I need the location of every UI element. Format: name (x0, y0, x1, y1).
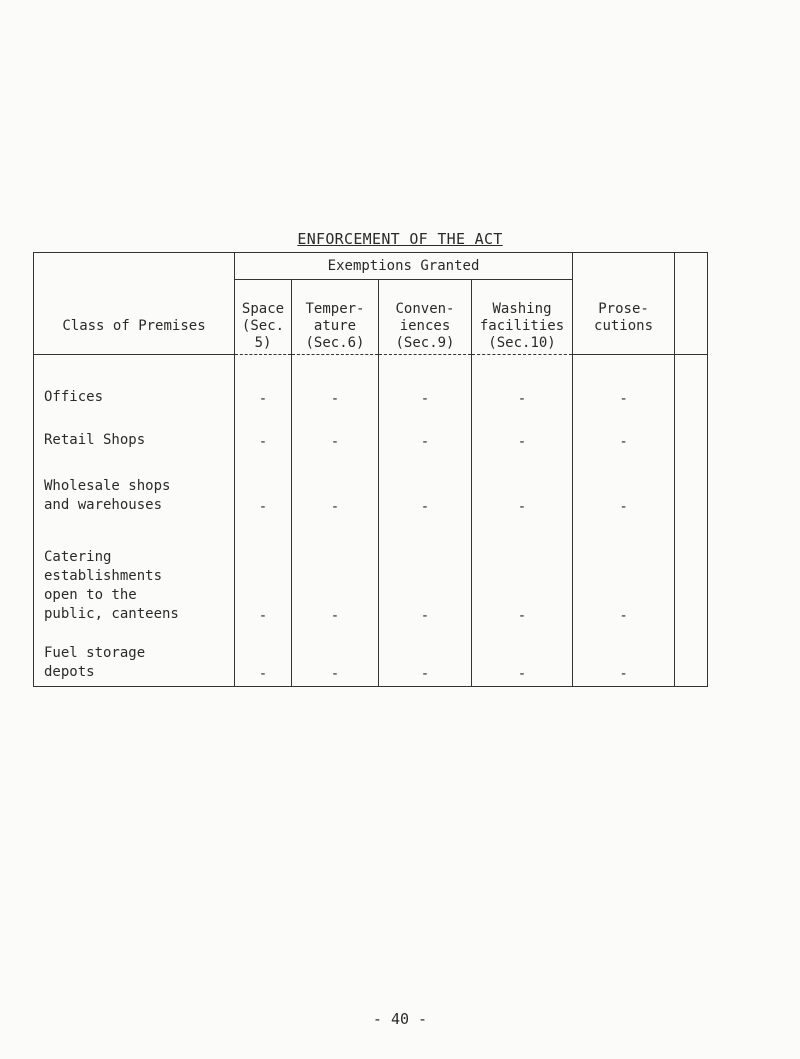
value-cell-prosecutions: - (573, 411, 675, 454)
blank-cell (675, 354, 708, 410)
blank-cell (675, 454, 708, 519)
premises-class-cell: Catering establishments open to the public, canteens (34, 519, 235, 628)
value-cell-temperature: - (292, 519, 379, 628)
value-cell-washing: - (517, 498, 527, 515)
header-class-of-premises (34, 253, 235, 355)
value-cell-washing: - (472, 628, 573, 686)
premises-class-cell: Retail Shops (34, 411, 235, 454)
header-col-space-label: Space (Sec. 5) (241, 300, 285, 351)
header-col-washing (472, 280, 573, 355)
header-col-temperature (292, 280, 379, 355)
table-row (34, 628, 708, 686)
header-exemptions-granted: Exemptions Granted (235, 253, 573, 280)
table-row (34, 454, 708, 519)
value-cell-space: - (235, 354, 292, 410)
header-col-conveniences (379, 280, 472, 355)
table-row (34, 519, 708, 628)
value-cell-prosecutions: - (573, 628, 675, 686)
value-cell-space: - (235, 454, 292, 519)
table-row (34, 411, 708, 454)
page-number: - 40 - (372, 1010, 428, 1028)
value-cell-washing: - (517, 433, 527, 450)
value-cell-space: - (235, 519, 292, 628)
value-cell-space: - (235, 628, 292, 686)
value-cell-washing: - (517, 390, 527, 407)
value-cell-conveniences: - (379, 454, 472, 519)
value-cell-temperature: - (292, 354, 379, 410)
value-cell-conveniences: - (379, 354, 472, 410)
value-cell-prosecutions: - (573, 454, 675, 519)
header-prosecutions (573, 253, 675, 355)
header-col-washing-label: Washing facilities (Sec.10) (479, 300, 565, 351)
premises-class-cell: Wholesale shops and warehouses (34, 454, 235, 519)
value-cell-conveniences: - (379, 519, 472, 628)
value-cell-prosecutions: - (573, 354, 675, 410)
value-cell-prosecutions: - (573, 519, 675, 628)
value-cell-temperature: - (292, 628, 379, 686)
premises-class-cell: Fuel storage depots (34, 628, 235, 686)
header-blank-column (675, 253, 708, 355)
header-col-conveniences-label: Conven- iences (Sec.9) (395, 300, 455, 351)
blank-cell (675, 519, 708, 628)
value-cell-conveniences: - (379, 628, 472, 686)
blank-cell (675, 628, 708, 686)
value-cell-temperature: - (292, 411, 379, 454)
blank-cell (675, 411, 708, 454)
table-row (34, 354, 708, 410)
premises-class-cell: Offices (34, 354, 235, 410)
value-cell-temperature: - (292, 454, 379, 519)
enforcement-table (33, 252, 708, 687)
header-col-temperature-label: Temper- ature (Sec.6) (305, 300, 365, 351)
header-col-space (235, 280, 292, 355)
value-cell-conveniences: - (379, 411, 472, 454)
header-class-label: Class of Premises (62, 317, 206, 334)
value-cell-washing: - (517, 608, 527, 625)
header-prosecutions-label: Prose- cutions (594, 300, 654, 334)
value-cell-space: - (235, 411, 292, 454)
page-title: ENFORCEMENT OF THE ACT (297, 230, 503, 248)
